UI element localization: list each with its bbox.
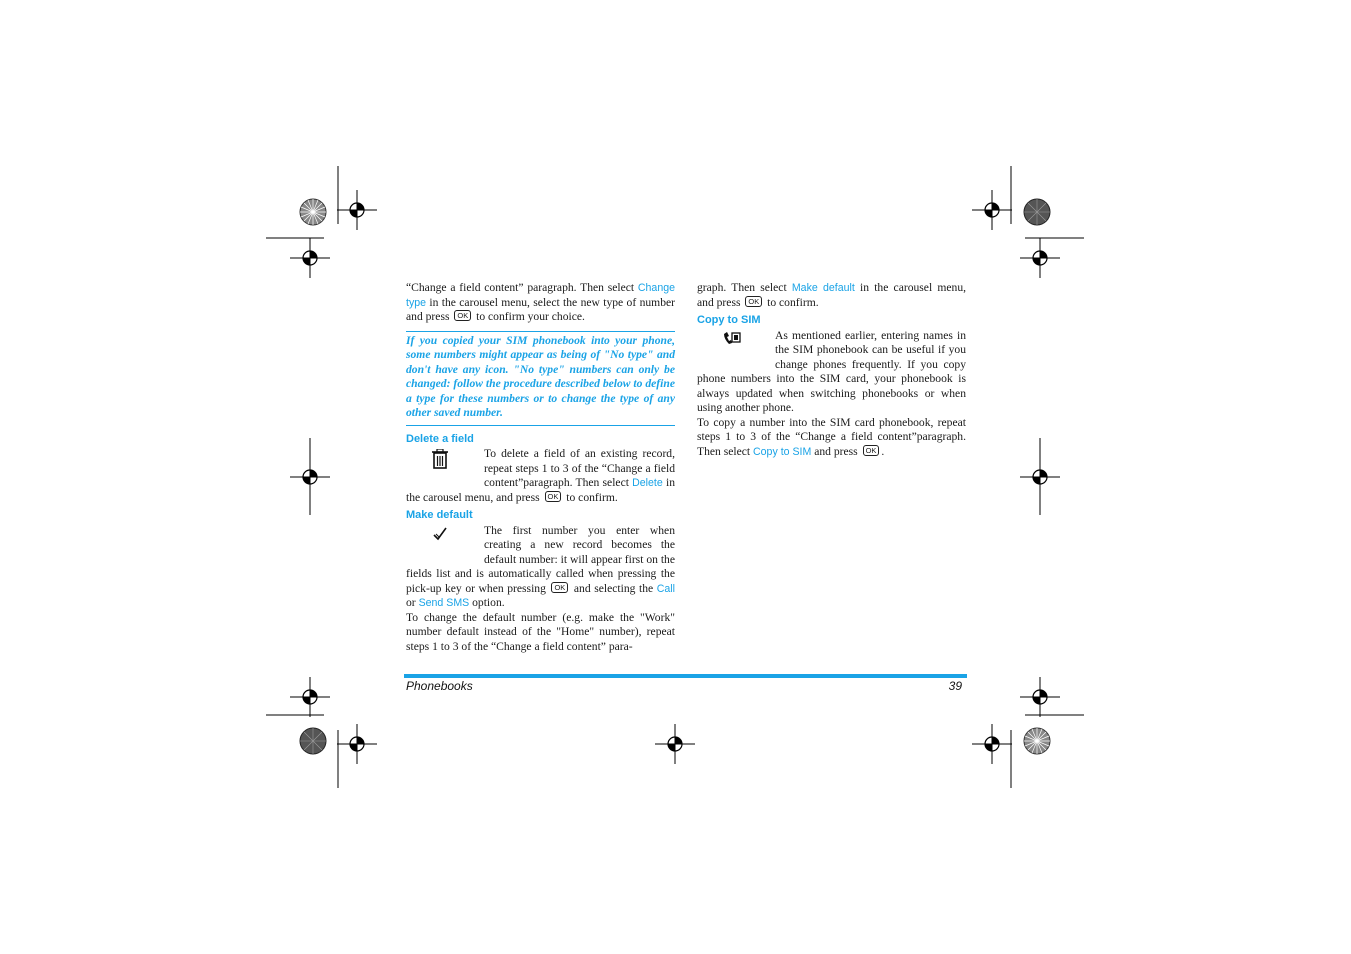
intro-text: “Change a field content” paragraph. Then select (406, 281, 638, 294)
page-number: 39 (948, 679, 962, 693)
delete-text-2: in the carousel menu, and press (406, 476, 675, 504)
footer-rule (404, 674, 967, 678)
change-default-paragraph: To change the default number (e.g. make the "Work" number default instead of the "Home" number), repeat steps 1 to 3 of the “Change a field content” para- (406, 610, 675, 653)
cont-text-1: graph. Then select (697, 281, 792, 294)
default-text-3: or (406, 596, 419, 609)
default-text-2: and selecting the (570, 581, 657, 595)
footer-section-title: Phonebooks (406, 679, 473, 693)
ok-key-icon: OK (454, 310, 471, 321)
intro-paragraph (406, 281, 675, 325)
delete-text-1: To delete a field of an existing record, repeat steps 1 to 3 of the “Change a field content”paragraph. Then select (484, 447, 675, 489)
make-default-heading: Make default (406, 509, 473, 521)
copy-steps-paragraph (697, 416, 966, 460)
default-text-4: option. (469, 596, 505, 609)
delete-text-3: to confirm. (563, 490, 618, 504)
ok-key-icon: OK (551, 582, 568, 593)
ok-key-icon: OK (745, 296, 762, 307)
copy-text-1: To copy a number into the SIM card phonebook, repeat steps 1 to 3 of the “Change a field content”paragraph. Then select (697, 415, 966, 458)
checkmark-icon (406, 524, 484, 566)
copy-text-2: and press (811, 444, 861, 458)
menu-term-copy-to-sim: Copy to SIM (753, 445, 812, 458)
copy-text-3: . (881, 444, 885, 458)
no-type-note: If you copied your SIM phonebook into your phone, some numbers might appear as being of "No type" and don't have any icon. "No type" numbers can only be changed: follow the procedure described below to define a type for these numbers or to change the type of any other saved number. (406, 331, 675, 426)
cont-text-2: in the carousel menu, and press (697, 281, 967, 309)
left-column (406, 281, 675, 654)
copy-to-sim-section (697, 329, 966, 416)
continued-paragraph (697, 281, 966, 310)
make-default-section (406, 524, 675, 611)
menu-term-change-type: Change type (406, 282, 675, 309)
menu-term-make-default: Make default (791, 282, 855, 294)
right-column (697, 281, 966, 459)
trash-icon (406, 447, 484, 489)
ok-key-icon: OK (545, 491, 562, 502)
menu-term-call: Call (656, 582, 675, 595)
menu-term-delete: Delete (632, 477, 663, 489)
copy-to-sim-text: As mentioned earlier, entering names in the SIM phonebook can be useful if you change phones frequently. If you copy phone numbers into the SIM card, your phonebook is always updated when switching phonebooks or when using another phone. (697, 328, 966, 414)
delete-field-heading: Delete a field (406, 432, 474, 445)
intro-text-3: to confirm your choice. (473, 310, 585, 323)
delete-field-section (406, 447, 675, 505)
ok-key-icon: OK (863, 445, 880, 456)
cont-text-3: to confirm. (764, 295, 819, 309)
copy-to-sim-heading: Copy to SIM (697, 314, 761, 326)
intro-text-2: in the carousel menu, select the new type of number and press (406, 295, 675, 323)
menu-term-send-sms: Send SMS (418, 597, 470, 609)
sim-phone-icon (697, 329, 775, 371)
default-text-1: The first number you enter when creating a new record becomes the default number: it will appear first on the fields list and is automatically called when pressing the pick-up key or when pressing (406, 523, 675, 595)
